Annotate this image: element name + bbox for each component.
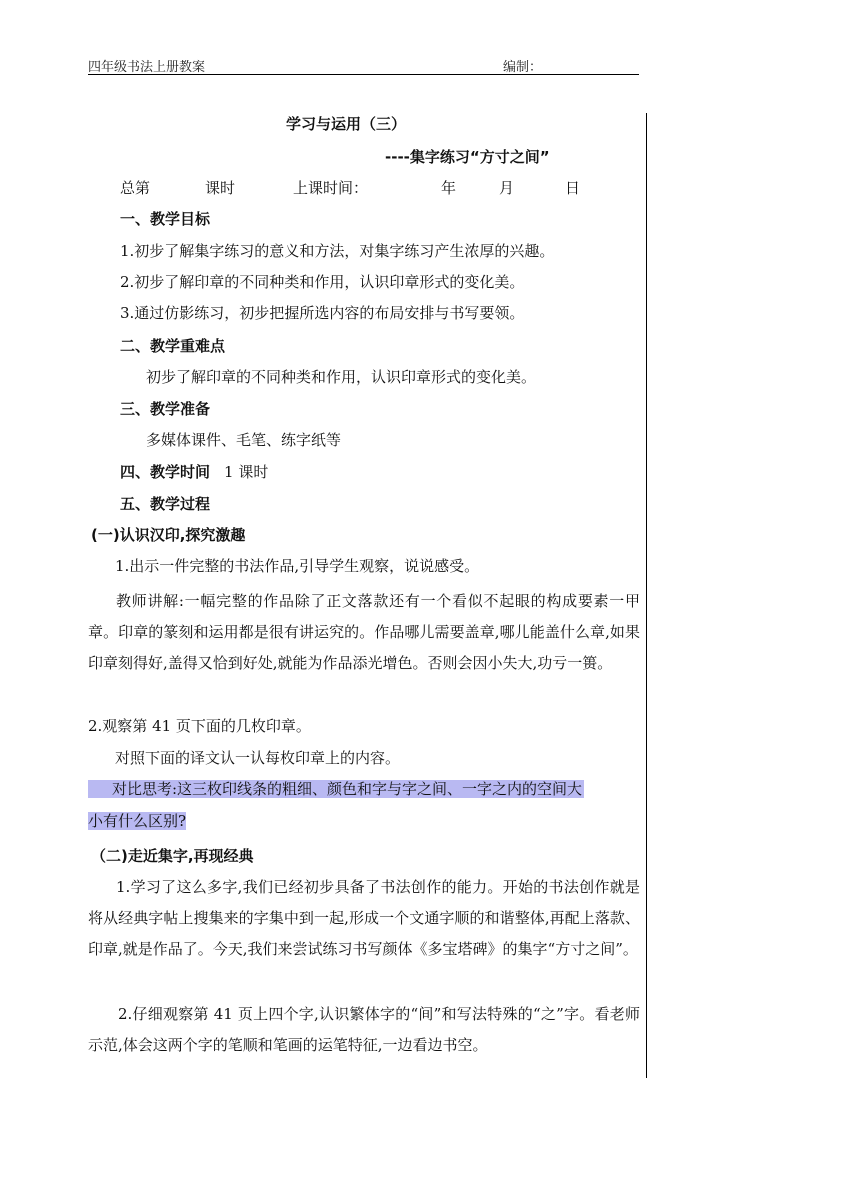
day-label: 日 — [565, 179, 581, 197]
highlighted-text: 小有什么区别? — [88, 812, 187, 830]
goal-item: 1.初步了解集字练习的意义和方法，对集字练习产生浓厚的兴趣。 — [120, 242, 555, 260]
part1-step2: 2.观察第 41 页下面的几枚印章。 — [88, 717, 311, 735]
section-goals-heading: 一、教学目标 — [120, 210, 211, 228]
right-border — [646, 113, 647, 1078]
part2-heading: （二)走近集字,再现经典 — [91, 847, 254, 865]
lesson-subtitle: ----集字练习“方寸之间” — [385, 148, 550, 166]
section-process-heading: 五、教学过程 — [120, 495, 211, 513]
part2-step2: 2.仔细观察第 41 页上四个字,认识繁体字的“间”和写法特殊的“之”字。看老师示范,体会这两个字的笔顺和笔画的运笔特征,一边看边书空。 — [88, 1005, 640, 1054]
header-left: 四年级书法上册教案 — [88, 60, 206, 75]
keypoints-text: 初步了解印章的不同种类和作用，认识印章形式的变化美。 — [146, 368, 537, 386]
highlighted-text: 对比思考:这三枚印线条的粗细、颜色和字与字之间、一字之内的空间大 — [88, 780, 584, 798]
part1-compare-line2 — [88, 810, 186, 832]
class-time-label: 上课时间： — [293, 179, 369, 197]
part1-heading: (一)认识汉印,探究激趣 — [91, 526, 246, 544]
header-right: 编制： — [503, 60, 543, 75]
part1-step1: 1.出示一件完整的书法作品,引导学生观察，说说感受。 — [115, 557, 480, 575]
lesson-title: 学习与运用（三） — [286, 115, 407, 133]
month-label: 月 — [499, 179, 515, 197]
prep-text: 多媒体课件、毛笔、练字纸等 — [146, 431, 342, 449]
section-time-value: 1 课时 — [224, 463, 269, 481]
goal-item: 2.初步了解印章的不同种类和作用，认识印章形式的变化美。 — [120, 273, 525, 291]
part2-step1: 1.学习了这么多字,我们已经初步具备了书法创作的能力。开始的书法创作就是将从经典字帖上搜集来的字集中到一起,形成一个文通字顺的和谐整体,再配上落款、印章,就是作品了。今天,我们来尝试练习书写颜体《多宝塔碑》的集字“方寸之间”。 — [88, 878, 640, 958]
goal-item: 3.通过仿影练习，初步把握所选内容的布局安排与书写要领。 — [120, 304, 525, 322]
section-keypoints-heading: 二、教学重难点 — [120, 337, 226, 355]
section-prep-heading: 三、教学准备 — [120, 400, 211, 418]
total-label: 总第 — [120, 179, 151, 197]
part1-teacher-explanation: 教师讲解:一幅完整的作品除了正文落款还有一个看似不起眼的构成要素一甲章。印章的篆刻和运用都是很有讲运究的。作品哪儿需要盖章,哪儿能盖什么章,如果印章刻得好,盖得又恰到好处,就能为作品添光增色。否则会因小失大,功亏一篑。 — [88, 592, 640, 672]
header-rule — [88, 74, 639, 75]
lesson-label: 课时 — [205, 179, 236, 197]
year-label: 年 — [441, 179, 457, 197]
section-time-heading: 四、教学时间 — [120, 463, 211, 481]
part1-step2-detail: 对照下面的译文认一认每枚印章上的内容。 — [115, 749, 401, 767]
section-time-row — [120, 461, 268, 483]
part1-compare-line1 — [88, 778, 584, 800]
